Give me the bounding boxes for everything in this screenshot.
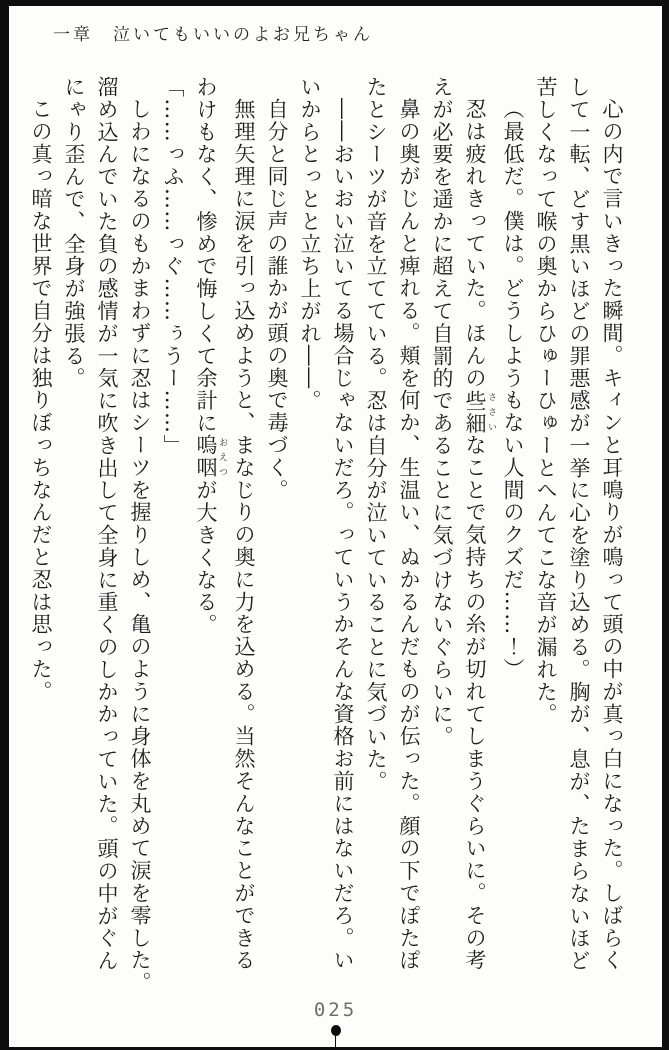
text-line: 溜め込んでいた負の感情が一気に吹き出して全身に重くのしかかっていた。頭の中がぐん	[95, 76, 119, 972]
text-line: 忍は疲れきっていた。ほんの些細 ささいなことで気持ちの糸が切れてしまうぐらいに。その考	[463, 98, 496, 973]
text-line: 心の内で言いきった瞬間。キィンと耳鳴りが鳴って頭の中が真っ白になった。しばらく	[600, 98, 624, 972]
text-line: えが必要を遥かに超えて自罰的であることに気づけないぐらいに。	[430, 76, 454, 748]
text-line: 「……っふ……っぐ……ぅうー……」	[161, 76, 185, 457]
pin-stem-icon	[335, 1035, 336, 1047]
text-line: いからとっとと立ち上がれ――。	[298, 76, 322, 412]
text-line: 鼻の奥がじんと痺れる。頬を何か、生温い、ぬかるんだものが伝った。顔の下でぽたぽ	[397, 98, 421, 972]
text-line: （最低だ。僕は。どうしようもない人間のクズだ……！）	[501, 98, 525, 681]
text-line: わけもなく、惨めで悔しくて余計に嗚咽 おえつが大きくなる。	[194, 76, 227, 637]
chapter-header: 一章 泣いてもいいのよお兄ちゃん	[53, 25, 373, 45]
text-line: 無理矢理に涙を引っ込めようと、まなじりの奥に力を込める。当然そんなことができる	[232, 98, 256, 972]
text-line: 自分と同じ声の誰かが頭の奥で毒づく。	[265, 98, 289, 502]
ruby-annotated-word: 些細 ささい	[463, 389, 496, 435]
text-columns	[26, 76, 628, 1004]
text-line: この真っ暗な世界で自分は独りぼっちなんだと忍は思った。	[29, 98, 53, 704]
text-line: しわになるのもかまわずに忍はシーツを握りしめ、亀のように身体を丸めて涙を零した。	[128, 98, 152, 995]
text-line: たとシーツが音を立てている。忍は自分が泣いていることに気づいた。	[364, 76, 388, 793]
ruby-annotated-word: 嗚咽 おえつ	[194, 434, 227, 480]
text-line: して一転、どす黒いほどの罪悪感が一挙に心を塗り込める。胸が、息が、たまらないほど	[567, 76, 591, 972]
pin-icon	[331, 1025, 341, 1047]
book-page	[9, 6, 662, 1047]
text-line: にゃり歪んで、全身が強張る。	[62, 76, 86, 390]
page-number: 025	[313, 999, 358, 1021]
text-line: 苦しくなって喉の奥からひゅーひゅーとへんてこな音が漏れた。	[534, 76, 558, 726]
text-line: ――おいおい泣いてる場合じゃないだろ。っていうかそんな資格お前にはないだろ。い	[331, 98, 355, 972]
